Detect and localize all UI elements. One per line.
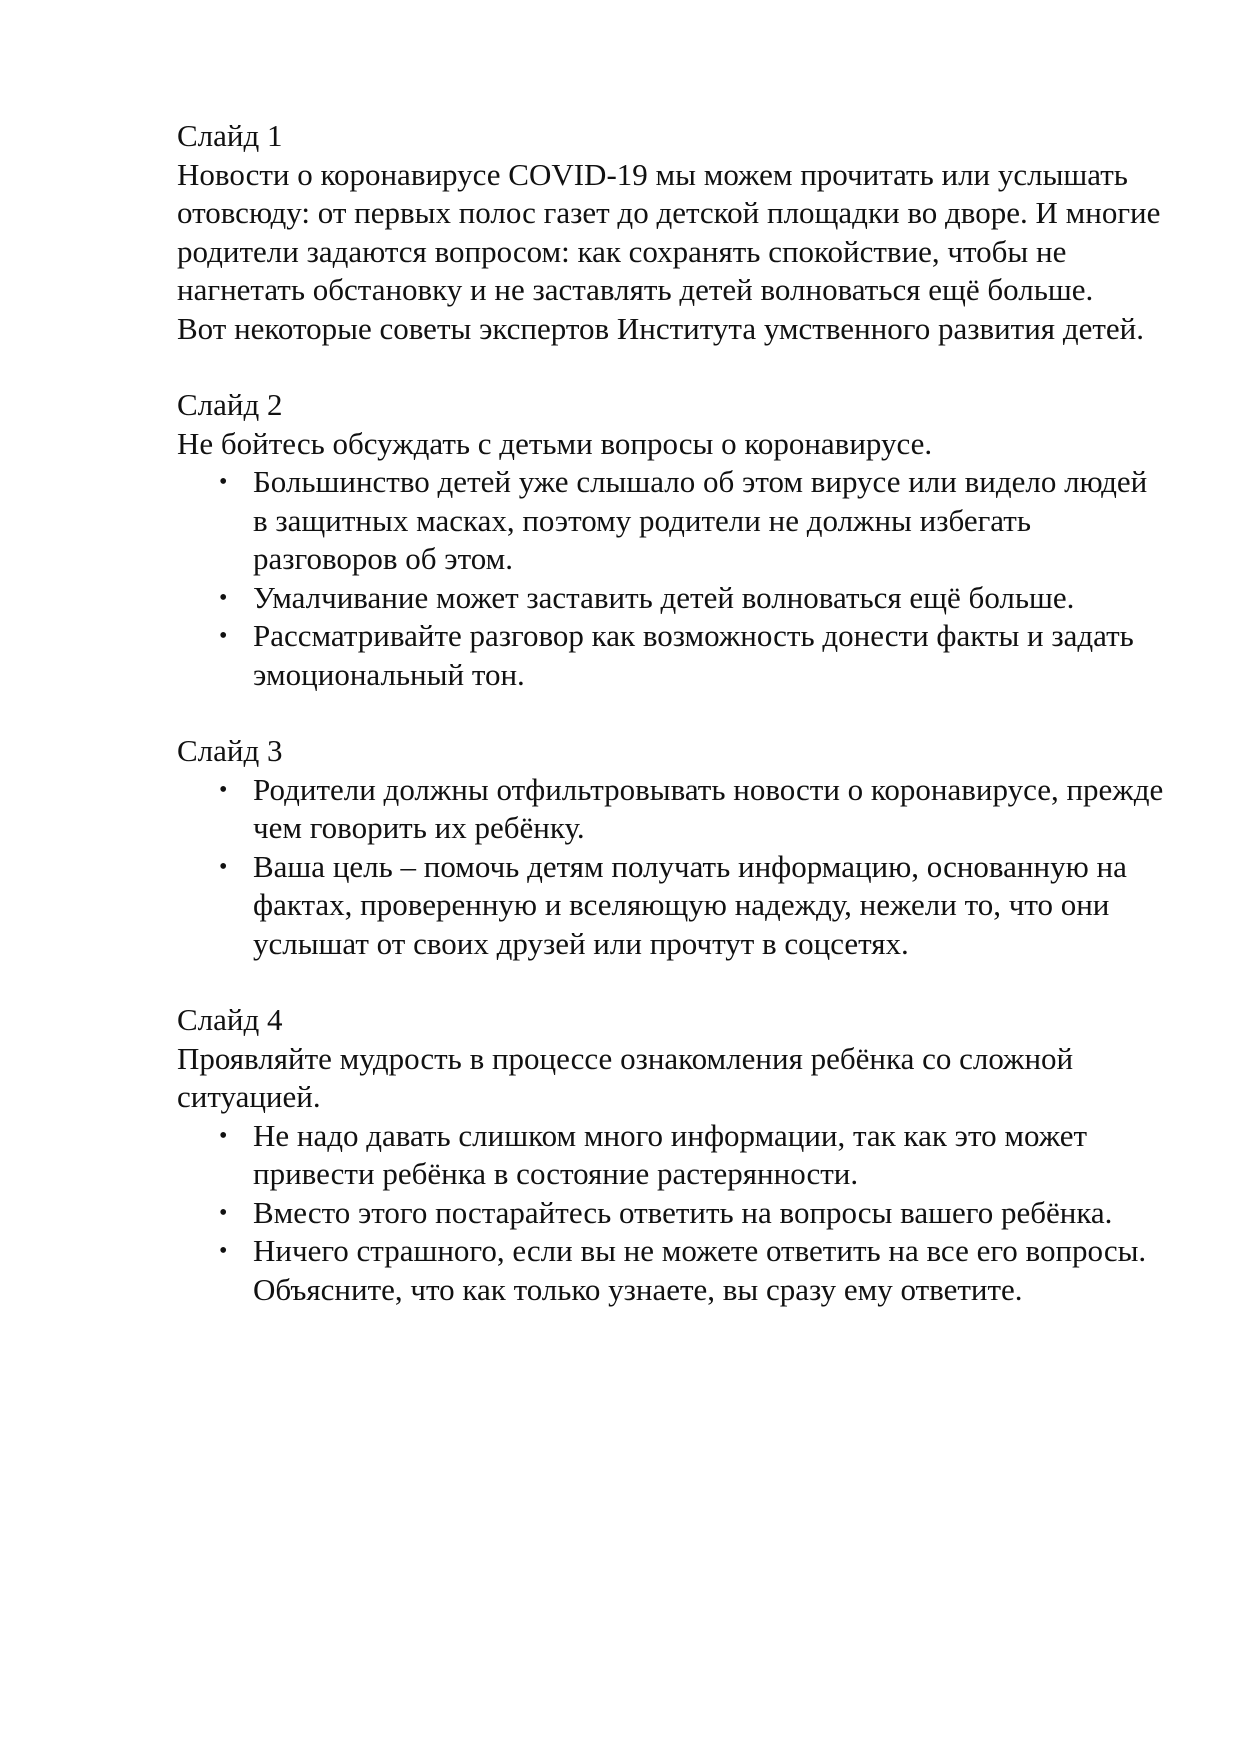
slide-section-4 [177, 1001, 1167, 1309]
bullet-item [177, 848, 1167, 964]
bullet-icon: • [219, 776, 228, 803]
bullet-item [177, 579, 1167, 618]
bullet-item [177, 1194, 1167, 1233]
bullet-text: Ничего страшного, если вы не можете ответить на все его вопросы. Объясните, что как только узнаете, вы сразу ему ответите. [253, 1233, 1147, 1307]
bullet-text: Ваша цель – помочь детям получать информацию, основанную на фактах, проверенную и вселяющую надежду, нежели то, что они услышат от своих друзей или прочтут в соцсетях. [253, 848, 1127, 961]
bullet-text: Большинство детей уже слышало об этом вирусе или видело людей в защитных масках, поэтому родители не должны избегать разговоров об этом. [253, 464, 1148, 576]
slide-title: Слайд 3 [177, 733, 283, 768]
slide-paragraph: Новости о коронавирусе COVID-19 мы можем прочитать или услышать отовсюду: от первых полос газет до детской площадки во дворе. И многие родители задаются вопросом: как сохранять спокойствие, чтобы не нагнетать обстановку и не заставлять детей волноваться ещё больше. [177, 156, 1161, 307]
slide-title: Слайд 1 [177, 118, 283, 153]
bullet-icon: • [219, 1122, 228, 1149]
bullet-item [177, 1232, 1167, 1309]
bullet-icon: • [219, 623, 228, 649]
bullet-icon: • [219, 469, 228, 495]
bullet-list [177, 771, 1167, 964]
slide-section-2 [177, 386, 1167, 694]
bullet-item [177, 463, 1167, 579]
bullet-text: Не надо давать слишком много информации, так как это может привести ребёнка в состояние растерянности. [253, 1117, 1088, 1191]
slide-paragraph: Не бойтесь обсуждать с детьми вопросы о коронавирусе. [177, 425, 933, 461]
bullet-list [177, 1117, 1167, 1310]
bullet-icon: • [219, 1238, 228, 1264]
bullet-icon: • [219, 1199, 228, 1226]
bullet-icon: • [219, 853, 228, 880]
bullet-list [177, 463, 1167, 694]
bullet-text: Умалчивание может заставить детей волноваться ещё больше. [253, 579, 1075, 615]
bullet-text: Рассматривайте разговор как возможность донести факты и задать эмоциональный тон. [253, 618, 1134, 692]
document-page [177, 117, 1167, 1347]
bullet-item [177, 617, 1167, 694]
slide-paragraph: Вот некоторые советы экспертов Института умственного развития детей. [177, 310, 1144, 346]
slide-paragraph: Проявляйте мудрость в процессе ознакомления ребёнка со сложной ситуацией. [177, 1040, 1074, 1114]
slide-title: Слайд 2 [177, 387, 283, 422]
slide-section-1 [177, 117, 1167, 348]
slide-section-3 [177, 732, 1167, 963]
bullet-text: Вместо этого постарайтесь ответить на вопросы вашего ребёнка. [253, 1194, 1113, 1230]
bullet-item [177, 1117, 1167, 1194]
bullet-icon: • [219, 584, 228, 611]
bullet-text: Родители должны отфильтровывать новости о коронавирусе, прежде чем говорить их ребёнку. [253, 771, 1164, 845]
bullet-item [177, 771, 1167, 848]
slide-title: Слайд 4 [177, 1002, 283, 1037]
